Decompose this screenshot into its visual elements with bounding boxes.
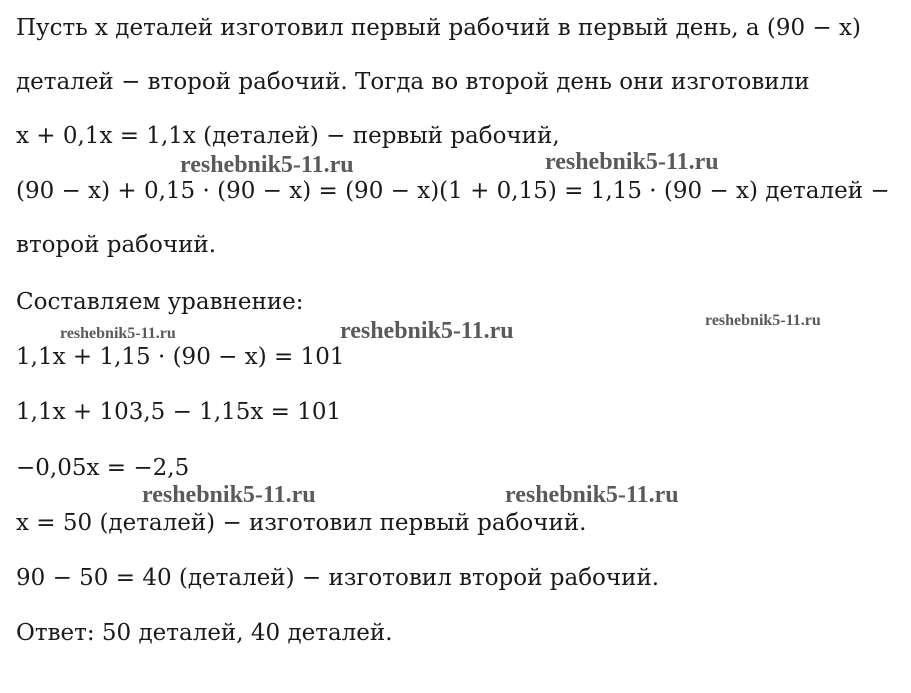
watermark: reshebnik5-11.ru	[340, 318, 514, 344]
watermark: reshebnik5-11.ru	[60, 325, 176, 342]
solution-line-11: 90 − 50 = 40 (деталей) − изготовил второй рабочий.	[16, 565, 660, 591]
watermark: reshebnik5-11.ru	[505, 482, 679, 508]
solution-line-2: деталей − второй рабочий. Тогда во второй день они изготовили	[16, 69, 810, 95]
solution-line-4: (90 − x) + 0,15 · (90 − x) = (90 − x)(1 + 0,15) = 1,15 · (90 − x) деталей −	[16, 178, 890, 204]
answer-line: Ответ: 50 деталей, 40 деталей.	[16, 620, 393, 646]
solution-line-6: Составляем уравнение:	[16, 289, 304, 315]
solution-line-10: x = 50 (деталей) − изготовил первый рабочий.	[16, 510, 587, 536]
solution-line-7: 1,1x + 1,15 · (90 − x) = 101	[16, 344, 345, 370]
solution-line-3: x + 0,1x = 1,1x (деталей) − первый рабочий,	[16, 123, 560, 149]
watermark: reshebnik5-11.ru	[705, 312, 821, 329]
watermark: reshebnik5-11.ru	[180, 152, 354, 178]
watermark: reshebnik5-11.ru	[142, 482, 316, 508]
solution-line-1: Пусть x деталей изготовил первый рабочий в первый день, а (90 − x)	[16, 15, 861, 41]
solution-line-9: −0,05x = −2,5	[16, 455, 190, 481]
solution-line-5: второй рабочий.	[16, 232, 217, 258]
solution-line-8: 1,1x + 103,5 − 1,15x = 101	[16, 399, 342, 425]
watermark: reshebnik5-11.ru	[545, 149, 719, 175]
